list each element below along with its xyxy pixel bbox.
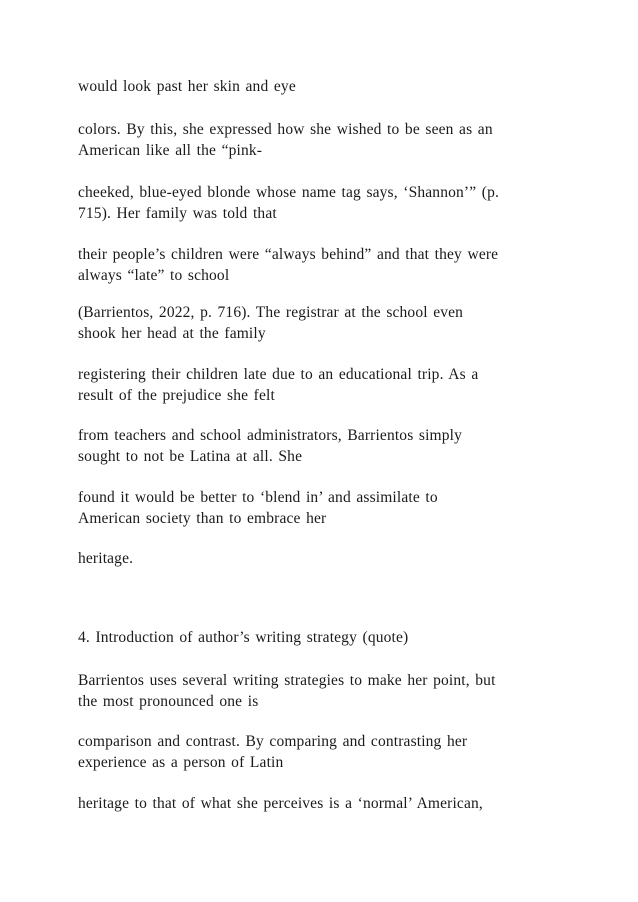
paragraph xyxy=(78,302,568,344)
text-line: heritage to that of what she perceives is a ‘normal’ American, xyxy=(78,795,483,812)
text-line: (Barrientos, 2022, p. 716). The registrar at the school even xyxy=(78,304,464,321)
paragraph xyxy=(78,119,568,161)
paragraph xyxy=(78,793,568,814)
text-line: shook her head at the family xyxy=(78,325,266,342)
paragraph xyxy=(78,364,568,406)
section-heading xyxy=(78,627,568,648)
text-line: result of the prejudice she felt xyxy=(78,387,275,404)
text-line: cheeked, blue-eyed blonde whose name tag says, ‘Shannon’” (p. xyxy=(78,184,500,201)
text-line: always “late” to school xyxy=(78,267,230,284)
paragraph xyxy=(78,731,568,773)
paragraph xyxy=(78,182,568,224)
text-line: colors. By this, she expressed how she wished to be seen as an xyxy=(78,121,493,138)
text-line: Barrientos uses several writing strategies to make her point, but xyxy=(78,672,496,689)
text-line: their people’s children were “always behind” and that they were xyxy=(78,246,499,263)
text-line: comparison and contrast. By comparing and contrasting her xyxy=(78,733,468,750)
text-line: from teachers and school administrators, Barrientos simply xyxy=(78,427,463,444)
text-line: 715). Her family was told that xyxy=(78,205,277,222)
text-line: experience as a person of Latin xyxy=(78,754,284,771)
text-line: heritage. xyxy=(78,550,134,567)
paragraph xyxy=(78,670,568,712)
paragraph xyxy=(78,76,568,97)
text-line: 4. Introduction of author’s writing strategy (quote) xyxy=(78,629,409,646)
paragraph xyxy=(78,425,568,467)
text-line: sought to not be Latina at all. She xyxy=(78,448,303,465)
paragraph xyxy=(78,244,568,286)
text-line: would look past her skin and eye xyxy=(78,78,296,95)
paragraph xyxy=(78,548,568,569)
paragraph xyxy=(78,487,568,529)
text-line: found it would be better to ‘blend in’ and assimilate to xyxy=(78,489,438,506)
text-line: registering their children late due to an educational trip. As a xyxy=(78,366,479,383)
text-line: American like all the “pink- xyxy=(78,142,263,159)
text-line: American society than to embrace her xyxy=(78,510,327,527)
text-line: the most pronounced one is xyxy=(78,693,259,710)
